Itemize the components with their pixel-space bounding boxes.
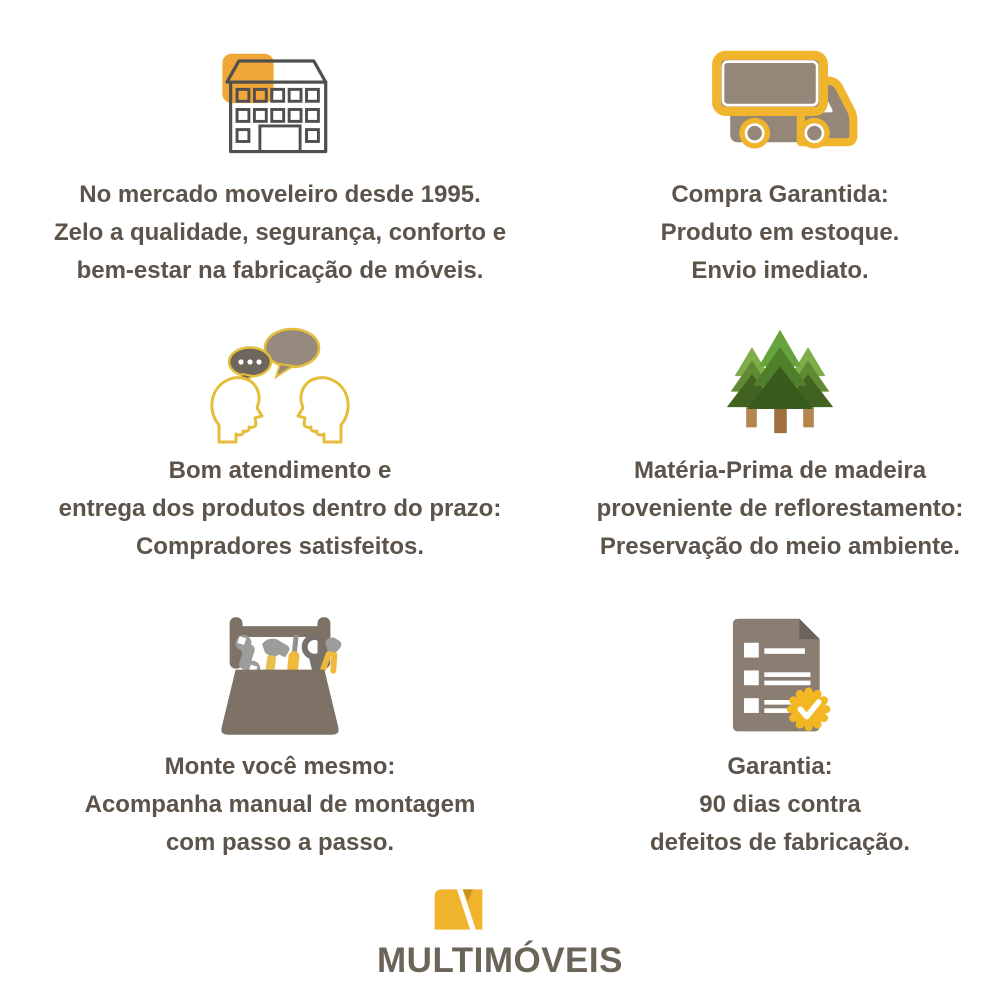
multimoveis-m-mark-icon bbox=[429, 884, 487, 939]
feature-customer-service bbox=[20, 314, 540, 566]
text-line: Monte você mesmo: bbox=[164, 753, 396, 780]
text-line: Bom atendimento e bbox=[168, 457, 392, 484]
building-icon bbox=[20, 42, 540, 170]
brand-name: MULTIMÓVEIS bbox=[377, 941, 623, 980]
text-line: entrega dos produtos dentro do prazo: bbox=[58, 495, 502, 522]
feature-warranty bbox=[550, 610, 1000, 862]
text-line: Compra Garantida: bbox=[671, 181, 889, 208]
warranty-checklist-icon bbox=[550, 610, 1000, 742]
toolbox-icon bbox=[20, 610, 540, 742]
text-line: No mercado moveleiro desde 1995. bbox=[79, 181, 481, 208]
customer-chat-icon bbox=[20, 314, 540, 446]
feature-self-assembly bbox=[20, 610, 540, 862]
wheel bbox=[799, 118, 830, 149]
text-line: Matéria-Prima de madeira bbox=[633, 457, 927, 484]
text-line: Envio imediato. bbox=[691, 257, 869, 284]
text-line: Produto em estoque. bbox=[660, 219, 900, 246]
brand-logo bbox=[0, 884, 1000, 981]
text-line: 90 dias contra bbox=[699, 791, 861, 818]
feature-reforested-wood bbox=[550, 314, 1000, 566]
feature-text bbox=[550, 452, 1000, 566]
feature-text bbox=[20, 748, 540, 862]
text-line: Zelo a qualidade, segurança, conforto e bbox=[53, 219, 507, 246]
text-line: com passo a passo. bbox=[165, 829, 395, 856]
feature-market bbox=[20, 42, 540, 290]
delivery-truck-icon bbox=[550, 42, 1000, 170]
text-line: Acompanha manual de montagem bbox=[84, 791, 476, 818]
feature-text bbox=[20, 176, 540, 290]
text-line: proveniente de reflorestamento: bbox=[596, 495, 964, 522]
text-line: Preservação do meio ambiente. bbox=[599, 533, 961, 560]
pine-trees-icon bbox=[550, 314, 1000, 446]
text-line: defeitos de fabricação. bbox=[649, 829, 911, 856]
text-line: bem-estar na fabricação de móveis. bbox=[76, 257, 484, 284]
feature-text bbox=[550, 748, 1000, 862]
feature-text bbox=[550, 176, 1000, 290]
text-line: Garantia: bbox=[727, 753, 833, 780]
feature-guaranteed-purchase bbox=[550, 42, 1000, 290]
text-line: Compradores satisfeitos. bbox=[135, 533, 425, 560]
screwdriver-tool bbox=[287, 634, 302, 673]
feature-text bbox=[20, 452, 540, 566]
wheel bbox=[739, 118, 770, 149]
